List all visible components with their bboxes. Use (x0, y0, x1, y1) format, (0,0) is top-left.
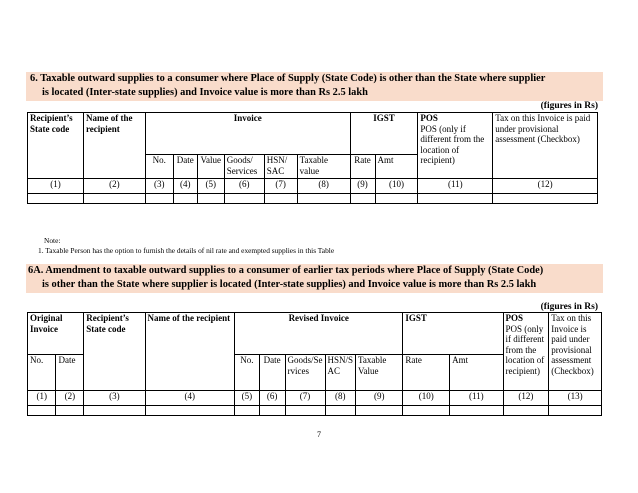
cell[interactable] (83, 194, 145, 204)
subheader-revised-no: No. (235, 355, 260, 391)
cell[interactable] (28, 194, 84, 204)
col-number: (10) (375, 179, 418, 194)
cell[interactable] (224, 194, 264, 204)
cell[interactable] (235, 406, 260, 416)
section-6a-table (27, 312, 602, 416)
column-number-row (28, 179, 598, 194)
table-row (28, 406, 602, 416)
subheader-goods-services: Goods/Se rvices (285, 355, 325, 391)
subheader-original-no: No. (28, 355, 56, 391)
cell[interactable] (56, 406, 84, 416)
subheader-no: No. (145, 155, 173, 179)
section-6-heading (26, 72, 603, 101)
header-igst: IGST (403, 313, 503, 355)
col-number: (12) (503, 391, 549, 406)
col-number: (3) (145, 179, 173, 194)
cell[interactable] (285, 406, 325, 416)
col-number: (4) (145, 391, 235, 406)
section-6a-title-line1: 6A. Amendment to taxable outward supplies to a consumer of earlier tax periods where Place of Supply (State Code) (28, 265, 544, 276)
column-number-row (28, 391, 602, 406)
header-recipient-name: Name of the recipient (145, 313, 235, 391)
cell[interactable] (375, 194, 418, 204)
cell[interactable] (28, 406, 56, 416)
table-row (28, 194, 598, 204)
col-number: (1) (28, 179, 84, 194)
col-number: (7) (285, 391, 325, 406)
col-number: (12) (493, 179, 598, 194)
note-label: Note: (44, 236, 61, 245)
col-number: (9) (350, 179, 375, 194)
section-6a-heading (26, 264, 603, 293)
col-number: (6) (259, 391, 285, 406)
header-tax-provisional: Tax on this Invoice is paid under provisional assessment (Checkbox) (493, 113, 598, 179)
col-number: (10) (403, 391, 450, 406)
header-pos (418, 113, 493, 179)
col-number: (11) (418, 179, 493, 194)
col-number: (5) (235, 391, 260, 406)
col-number: (11) (450, 391, 503, 406)
col-number: (1) (28, 391, 56, 406)
header-state-code: Recipient’s State code (84, 313, 145, 391)
header-igst: IGST (350, 113, 418, 155)
subheader-hsn-sac: HSN/ SAC (264, 155, 297, 179)
subheader-rate: Rate (403, 355, 450, 391)
subheader-date: Date (173, 155, 197, 179)
section-6-figures-note: (figures in Rs) (540, 101, 598, 111)
section-6-title-line1: 6. Taxable outward supplies to a consumer where Place of Supply (State Code) is other than the State where supplier (30, 73, 546, 84)
subheader-goods-services: Goods/ Services (224, 155, 264, 179)
subheader-revised-date: Date (259, 355, 285, 391)
header-revised-invoice: Revised Invoice (235, 313, 403, 355)
subheader-original-date: Date (56, 355, 84, 391)
cell[interactable] (418, 194, 493, 204)
col-number: (13) (549, 391, 602, 406)
subheader-taxable-value: Taxable Value (356, 355, 403, 391)
pos-desc: POS (only if different from the location of recipient) (420, 123, 485, 165)
subheader-hsn-sac: HSN/S AC (325, 355, 356, 391)
col-number: (9) (356, 391, 403, 406)
pos-label: POS (420, 113, 438, 123)
col-number: (6) (224, 179, 264, 194)
cell[interactable] (503, 406, 549, 416)
cell[interactable] (450, 406, 503, 416)
cell[interactable] (325, 406, 356, 416)
cell[interactable] (549, 406, 602, 416)
cell[interactable] (145, 194, 173, 204)
subheader-rate: Rate (350, 155, 375, 179)
header-tax-provisional: Tax on this Invoice is paid under provisional assessment (Checkbox) (549, 313, 602, 391)
col-number: (2) (83, 179, 145, 194)
subheader-amt: Amt (375, 155, 418, 179)
note-item: 1. Taxable Person has the option to furnish the details of nil rate and exempted supplies in this Table (38, 246, 335, 255)
subheader-amt: Amt (450, 355, 503, 391)
cell[interactable] (297, 194, 350, 204)
header-original-invoice: Original Invoice (28, 313, 84, 355)
cell[interactable] (145, 406, 235, 416)
section-6a-figures-note: (figures in Rs) (540, 302, 598, 312)
cell[interactable] (493, 194, 598, 204)
subheader-value: Value (197, 155, 224, 179)
section-6a-title-line2: is other than the State where supplier is located (Inter-state supplies) and Invoice value is more than Rs 2.5 lakh (42, 279, 537, 290)
section-6-table (27, 112, 598, 204)
col-number: (7) (264, 179, 297, 194)
page-number: 7 (317, 430, 321, 439)
col-number: (5) (197, 179, 224, 194)
header-state-code: Recipient’s State code (28, 113, 84, 179)
pos-label: POS (505, 313, 524, 323)
subheader-taxable-value: Taxable value (297, 155, 350, 179)
col-number: (8) (297, 179, 350, 194)
header-recipient-name: Name of the recipient (83, 113, 145, 179)
cell[interactable] (197, 194, 224, 204)
col-number: (4) (173, 179, 197, 194)
cell[interactable] (84, 406, 145, 416)
cell[interactable] (403, 406, 450, 416)
header-invoice: Invoice (145, 113, 350, 155)
col-number: (2) (56, 391, 84, 406)
col-number: (3) (84, 391, 145, 406)
pos-desc: POS (only if different from the location of recipient) (505, 323, 545, 376)
cell[interactable] (350, 194, 375, 204)
cell[interactable] (259, 406, 285, 416)
cell[interactable] (356, 406, 403, 416)
cell[interactable] (173, 194, 197, 204)
cell[interactable] (264, 194, 297, 204)
col-number: (8) (325, 391, 356, 406)
header-pos (503, 313, 549, 391)
section-6-title-line2: is located (Inter-state supplies) and Invoice value is more than Rs 2.5 lakh (42, 87, 368, 98)
